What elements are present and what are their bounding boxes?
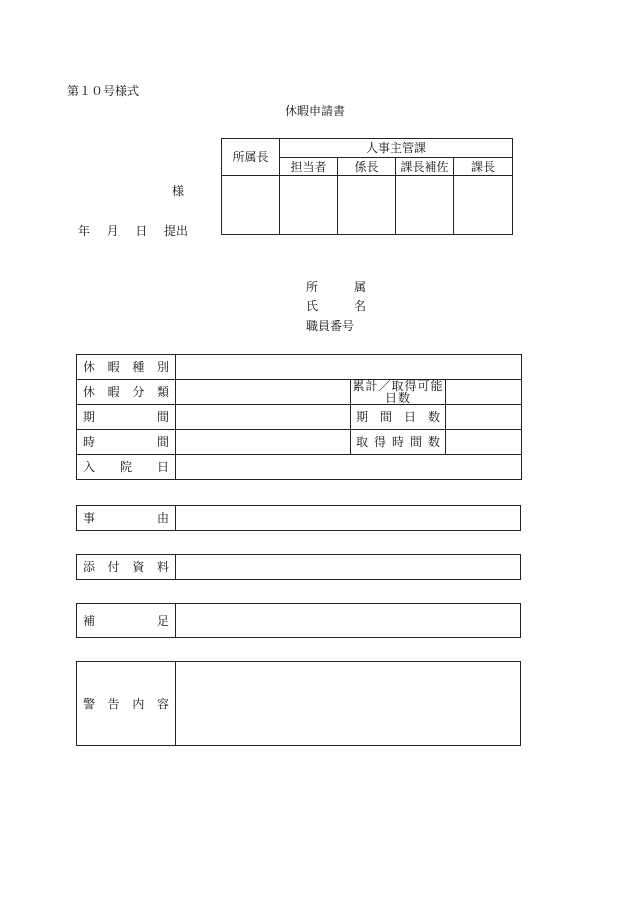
supplement-field[interactable] [176, 604, 521, 638]
leave-type-label: 休 暇 種 別 [77, 355, 176, 380]
warning-table [76, 661, 521, 746]
period-field[interactable] [176, 405, 351, 430]
period-days-label: 期 間 日 数 [351, 405, 446, 430]
reason-field[interactable] [176, 506, 521, 531]
attachments-table [76, 554, 521, 580]
date-submitted: 提出 [163, 224, 188, 238]
cumulative-available-days-field[interactable] [446, 380, 522, 405]
supplement-label: 補 足 [77, 604, 176, 638]
employee-number-label: 職員番号 [306, 319, 355, 333]
leave-category-field[interactable] [176, 380, 351, 405]
stamp-box-deputy-manager[interactable] [396, 176, 454, 235]
cumulative-available-days-label: 累計／取得可能日数 [352, 379, 444, 405]
leave-details-table [76, 354, 522, 480]
stamp-box-manager[interactable] [454, 176, 513, 235]
warning-label: 警 告 内 容 [77, 662, 176, 746]
stamp-header-manager: 課長 [454, 158, 513, 176]
form-number: 第１０号様式 [67, 84, 140, 98]
stamp-box-staff[interactable] [280, 176, 338, 235]
submission-date-line [78, 222, 188, 239]
warning-field[interactable] [176, 662, 521, 746]
stamp-box-chief-clerk[interactable] [338, 176, 396, 235]
date-day: 日 [135, 224, 148, 238]
addressee-suffix: 様 [172, 184, 185, 198]
approval-stamp-table [221, 138, 513, 235]
supplement-table [76, 603, 521, 638]
leave-type-field[interactable] [176, 355, 522, 380]
applicant-name-label: 氏 名 [306, 299, 366, 313]
hours-label: 時 間 [77, 430, 176, 455]
reason-label: 事 由 [77, 506, 176, 531]
page-title: 休暇申請書 [284, 104, 345, 118]
stamp-header-deputy-manager: 課長補佐 [396, 158, 454, 176]
applicant-affiliation-label: 所 属 [306, 280, 366, 294]
period-days-field[interactable] [446, 405, 522, 430]
attachments-label: 添 付 資 料 [77, 555, 176, 580]
stamp-header-chief: 所属長 [222, 139, 280, 176]
stamp-box-chief[interactable] [222, 176, 280, 235]
hours-taken-label: 取 得 時 間 数 [351, 430, 446, 455]
stamp-header-department: 人事主管課 [280, 139, 513, 158]
date-month: 月 [106, 224, 119, 238]
hours-field[interactable] [176, 430, 351, 455]
attachments-field[interactable] [176, 555, 521, 580]
period-label: 期 間 [77, 405, 176, 430]
hours-taken-field[interactable] [446, 430, 522, 455]
stamp-header-staff: 担当者 [280, 158, 338, 176]
date-year: 年 [78, 224, 91, 238]
admission-date-field[interactable] [176, 455, 522, 480]
stamp-header-chief-clerk: 係長 [338, 158, 396, 176]
leave-category-label: 休 暇 分 類 [77, 380, 176, 405]
reason-table [76, 505, 521, 531]
admission-date-label: 入 院 日 [77, 455, 176, 480]
